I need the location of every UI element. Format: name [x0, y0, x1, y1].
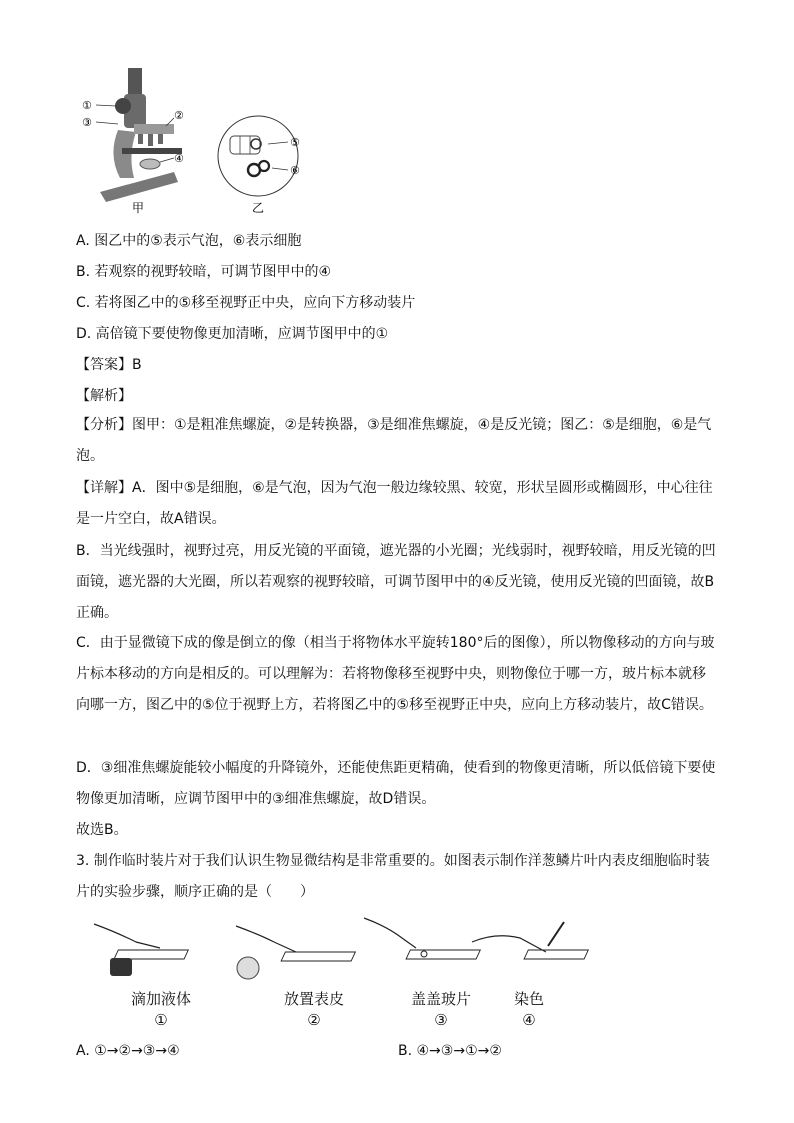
- question-3-text: 3. 制作临时装片对于我们认识生物显微结构是非常重要的。如图表示制作洋葱鳞片叶内表皮细胞临时装片的实验步骤，顺序正确的是（ ）: [76, 853, 710, 900]
- analysis-paragraph: 【分析】图甲：①是粗准焦螺旋，②是转换器，③是细准焦螺旋，④是反光镜；图乙：⑤是细胞，⑥是气泡。: [76, 417, 712, 464]
- option-d: D. 高倍镜下要使物像更加清晰，应调节图甲中的①: [76, 326, 389, 342]
- option-b: B. 若观察的视野较暗，可调节图甲中的④: [76, 264, 332, 280]
- hand-shape-1: [94, 924, 160, 948]
- answer-line: 【答案】B: [76, 357, 142, 373]
- mirror-shape: [140, 159, 160, 169]
- step-number-2: ②: [307, 1011, 321, 1029]
- label-3: ③: [82, 116, 92, 129]
- label-1: ①: [82, 99, 92, 112]
- stage-shape: [122, 148, 182, 154]
- label-4: ④: [174, 152, 184, 165]
- option-c: C. 若将图乙中的⑤移至视野正中央，应向下方移动装片: [76, 295, 416, 311]
- step-number-3: ③: [434, 1011, 448, 1029]
- detail-paragraph-c: C．由于显微镜下成的像是倒立的像（相当于将物体水平旋转180°后的图像），所以物像移动的方向与玻片标本移动的方向是相反的。可以理解为：若将物像移至视野中央，则物像位于哪一方，玻片标本就移向哪一方，图乙中的⑤位于视野上方，若将图乙中的⑤移至视野正中央，应向上方移动装片，故C错误。: [76, 635, 715, 713]
- steps-illustration: [76, 912, 596, 982]
- dropper-shape: [548, 922, 564, 946]
- detail-paragraph-d: D．③细准焦螺旋能较小幅度的升降镜外，还能使焦距更精确，使看到的物像更清晰，所以低倍镜下要使物像更加清晰，应调节图甲中的③细准焦螺旋，故D错误。: [76, 760, 716, 807]
- hand-shape-3: [364, 918, 416, 948]
- q3-option-b: B. ④→③→①→②: [398, 1043, 502, 1059]
- coarse-knob-shape: [115, 98, 131, 114]
- option-a: A. 图乙中的⑤表示气泡，⑥表示细胞: [76, 233, 302, 249]
- step-caption-4: 染色: [513, 990, 544, 1008]
- microscope-figure: [78, 60, 338, 220]
- bottle-shape: [110, 958, 132, 976]
- step-number-1: ①: [154, 1011, 168, 1029]
- step-number-4: ④: [522, 1011, 536, 1029]
- eyepiece-shape: [128, 68, 142, 98]
- caption-yi: 乙: [252, 201, 265, 215]
- conclusion-line: 故选B。: [76, 822, 128, 838]
- label-6: ⑥: [290, 164, 300, 177]
- detail-paragraph-b: B．当光线强时，视野过亮，用反光镜的平面镜，遮光器的小光圈；光线弱时，视野较暗，用反光镜的凹面镜，遮光器的大光圈，所以若观察的视野较暗，可调节图甲中的④反光镜，使用反光镜的凹面镜，故B正确。: [76, 543, 716, 621]
- step-caption-2: 放置表皮: [283, 990, 344, 1008]
- q3-option-a: A. ①→②→③→④: [76, 1043, 180, 1059]
- detail-paragraph-a: 【详解】A．图中⑤是细胞，⑥是气泡，因为气泡一般边缘较黑、较宽，形状呈圆形或椭圆形，中心往往是一片空白，故A错误。: [76, 480, 713, 527]
- step-caption-1: 滴加液体: [130, 990, 191, 1008]
- steps-figure: [76, 912, 596, 1037]
- hand-shape-2: [236, 926, 296, 952]
- onion-shape: [237, 957, 259, 979]
- base-shape: [100, 172, 178, 202]
- nosepiece-shape: [134, 124, 174, 134]
- label-2: ②: [174, 109, 184, 122]
- analysis-heading: 【解析】: [76, 388, 132, 404]
- label-5: ⑤: [290, 136, 300, 149]
- field-of-view-circle: [218, 116, 298, 196]
- caption-jia: 甲: [132, 201, 145, 215]
- step-caption-3: 盖盖玻片: [410, 990, 471, 1008]
